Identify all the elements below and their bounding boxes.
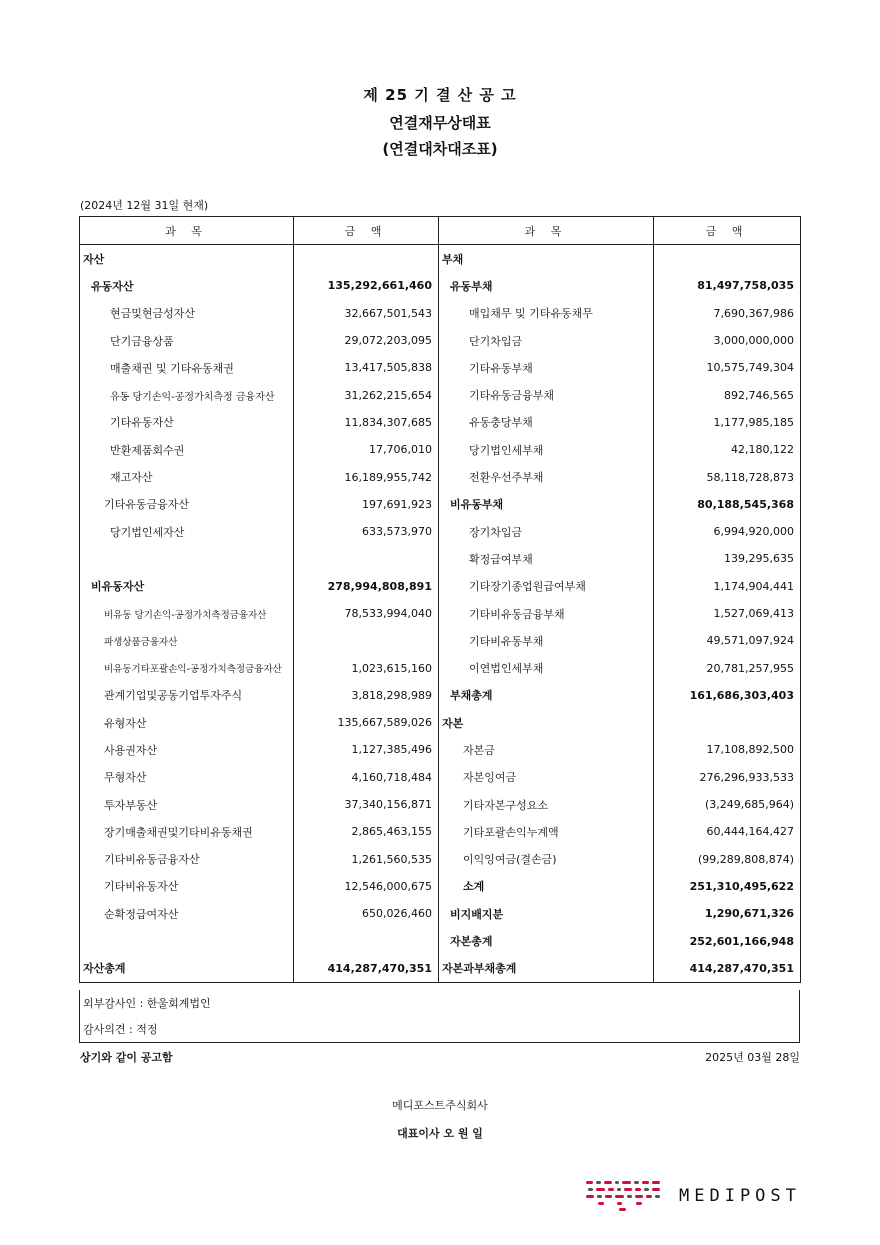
total-assets-label: 자산총계 [80,955,294,983]
right-subject: 매입채무 및 기타유동채무 [439,300,654,327]
right-amount: 80,188,545,368 [654,491,801,518]
right-amount: 892,746,565 [654,381,801,408]
right-amount: 7,690,367,986 [654,300,801,327]
table-row [80,409,801,436]
left-amount: 2,865,463,155 [294,818,439,845]
left-subject: 기타유동자산 [80,409,294,436]
left-subject: 반환제품회수권 [80,436,294,463]
table-row [80,245,801,273]
left-amount: 17,706,010 [294,436,439,463]
right-amount: (3,249,685,964) [654,791,801,818]
left-subject: 현금및현금성자산 [80,300,294,327]
right-subject: 부채 [439,245,654,273]
table-row [80,300,801,327]
left-amount: 16,189,955,742 [294,463,439,490]
header-subject-right: 과 목 [439,217,654,245]
left-amount [294,545,439,572]
right-amount: 49,571,097,924 [654,627,801,654]
table-row [80,600,801,627]
right-subject: 장기차입금 [439,518,654,545]
right-subject: 비지배지분 [439,900,654,927]
table-row [80,272,801,299]
right-amount [654,709,801,736]
left-amount: 650,026,460 [294,900,439,927]
right-amount: (99,289,808,874) [654,846,801,873]
left-subject: 자산 [80,245,294,273]
table-row [80,491,801,518]
right-subject: 부채총계 [439,682,654,709]
total-liabilities-equity-amount: 414,287,470,351 [654,955,801,983]
left-amount: 197,691,923 [294,491,439,518]
right-subject: 기타포괄손익누계액 [439,818,654,845]
right-subject: 기타비유동부채 [439,627,654,654]
right-amount: 42,180,122 [654,436,801,463]
left-subject [80,545,294,572]
left-subject: 관계기업및공동기업투자주식 [80,682,294,709]
left-subject: 사용권자산 [80,736,294,763]
notice-date: 2025년 03월 28일 [705,1051,800,1064]
table-row-total [80,955,801,983]
table-row [80,463,801,490]
right-amount: 1,177,985,185 [654,409,801,436]
closing-statement: 상기와 같이 공고함 [80,1051,173,1064]
right-amount: 20,781,257,955 [654,654,801,681]
left-subject: 유형자산 [80,709,294,736]
right-subject: 이연법인세부채 [439,654,654,681]
left-subject: 무형자산 [80,764,294,791]
right-subject: 기타장기종업원급여부채 [439,573,654,600]
left-amount: 135,667,589,026 [294,709,439,736]
right-amount: 17,108,892,500 [654,736,801,763]
left-subject: 재고자산 [80,463,294,490]
right-subject: 전환우선주부채 [439,463,654,490]
right-amount: 1,290,671,326 [654,900,801,927]
left-subject: 당기법인세자산 [80,518,294,545]
left-subject: 비유동 당기손익-공정가치측정금융자산 [80,600,294,627]
right-amount: 10,575,749,304 [654,354,801,381]
notice-title: 제 25 기 결 산 공 고 [363,86,517,104]
left-amount: 29,072,203,095 [294,327,439,354]
left-amount [294,927,439,954]
statement-subtitle: (연결대차대조표) [382,140,498,158]
right-subject: 기타비유동금융부채 [439,600,654,627]
right-subject: 유동충당부채 [439,409,654,436]
table-row [80,545,801,572]
table-row [80,900,801,927]
balance-sheet-table [79,216,801,983]
right-subject: 기타유동부채 [439,354,654,381]
left-amount: 4,160,718,484 [294,764,439,791]
ceo-name: 대표이사 오 원 일 [397,1127,483,1140]
medipost-logo [584,1178,804,1214]
audit-opinion-text: 감사의견 : 적정 [83,1023,158,1036]
right-subject: 기타유동금융부채 [439,381,654,408]
table-row [80,627,801,654]
right-subject: 유동부채 [439,272,654,299]
left-amount: 633,573,970 [294,518,439,545]
table-row [80,873,801,900]
right-amount: 1,174,904,441 [654,573,801,600]
right-subject: 비유동부채 [439,491,654,518]
left-amount: 278,994,808,891 [294,573,439,600]
left-amount [294,627,439,654]
right-amount: 1,527,069,413 [654,600,801,627]
table-row [80,573,801,600]
left-subject: 투자부동산 [80,791,294,818]
left-amount: 1,127,385,496 [294,736,439,763]
right-subject: 이익잉여금(결손금) [439,846,654,873]
total-liabilities-equity-label: 자본과부채총계 [439,955,654,983]
table-row [80,327,801,354]
table-row [80,927,801,954]
header-subject-left: 과 목 [80,217,294,245]
left-amount: 31,262,215,654 [294,381,439,408]
right-amount: 252,601,166,948 [654,927,801,954]
table-row [80,682,801,709]
table-row [80,654,801,681]
table-row [80,764,801,791]
left-subject: 단기금융상품 [80,327,294,354]
left-amount [294,245,439,273]
left-amount: 32,667,501,543 [294,300,439,327]
left-amount: 13,417,505,838 [294,354,439,381]
right-subject: 자본총계 [439,927,654,954]
left-subject: 비유동기타포괄손익-공정가치측정금융자산 [80,654,294,681]
table-row [80,354,801,381]
table-row [80,791,801,818]
left-subject: 기타유동금융자산 [80,491,294,518]
right-amount: 276,296,933,533 [654,764,801,791]
table-row [80,518,801,545]
left-amount: 11,834,307,685 [294,409,439,436]
right-amount: 161,686,303,403 [654,682,801,709]
logo-mark-icon [584,1178,674,1214]
right-subject: 기타자본구성요소 [439,791,654,818]
right-subject: 확정급여부채 [439,545,654,572]
table-row [80,436,801,463]
left-subject: 순확정급여자산 [80,900,294,927]
table-row [80,818,801,845]
right-amount: 251,310,495,622 [654,873,801,900]
left-amount: 3,818,298,989 [294,682,439,709]
header-amount-left: 금 액 [294,217,439,245]
left-subject: 매출채권 및 기타유동채권 [80,354,294,381]
left-amount: 78,533,994,040 [294,600,439,627]
right-subject: 자본금 [439,736,654,763]
right-amount: 81,497,758,035 [654,272,801,299]
left-subject: 파생상품금융자산 [80,627,294,654]
as-of-date: (2024년 12월 31일 현재) [80,199,209,212]
audit-notes-box [79,990,800,1043]
left-subject [80,927,294,954]
company-name: 메디포스트주식회사 [392,1099,488,1112]
total-assets-amount: 414,287,470,351 [294,955,439,983]
right-amount: 60,444,164,427 [654,818,801,845]
right-subject: 단기차입금 [439,327,654,354]
logo-wordmark: MEDIPOST [679,1186,801,1206]
right-subject: 당기법인세부채 [439,436,654,463]
left-subject: 장기매출채권및기타비유동채권 [80,818,294,845]
auditor-text: 외부감사인 : 한울회계법인 [83,997,211,1010]
left-subject: 유동자산 [80,272,294,299]
table-row [80,381,801,408]
right-subject: 소계 [439,873,654,900]
left-amount: 37,340,156,871 [294,791,439,818]
left-subject: 기타비유동자산 [80,873,294,900]
left-subject: 기타비유동금융자산 [80,846,294,873]
right-subject: 자본잉여금 [439,764,654,791]
header-amount-right: 금 액 [654,217,801,245]
table-row [80,709,801,736]
left-amount: 12,546,000,675 [294,873,439,900]
table-header-row [80,217,801,245]
left-subject: 비유동자산 [80,573,294,600]
right-amount: 139,295,635 [654,545,801,572]
right-amount: 3,000,000,000 [654,327,801,354]
statement-title: 연결재무상태표 [389,114,491,132]
right-amount: 58,118,728,873 [654,463,801,490]
left-subject: 유동 당기손익-공정가치측정 금융자산 [80,381,294,408]
table-row [80,736,801,763]
table-row [80,846,801,873]
left-amount: 1,261,560,535 [294,846,439,873]
right-amount [654,245,801,273]
left-amount: 135,292,661,460 [294,272,439,299]
left-amount: 1,023,615,160 [294,654,439,681]
right-subject: 자본 [439,709,654,736]
right-amount: 6,994,920,000 [654,518,801,545]
